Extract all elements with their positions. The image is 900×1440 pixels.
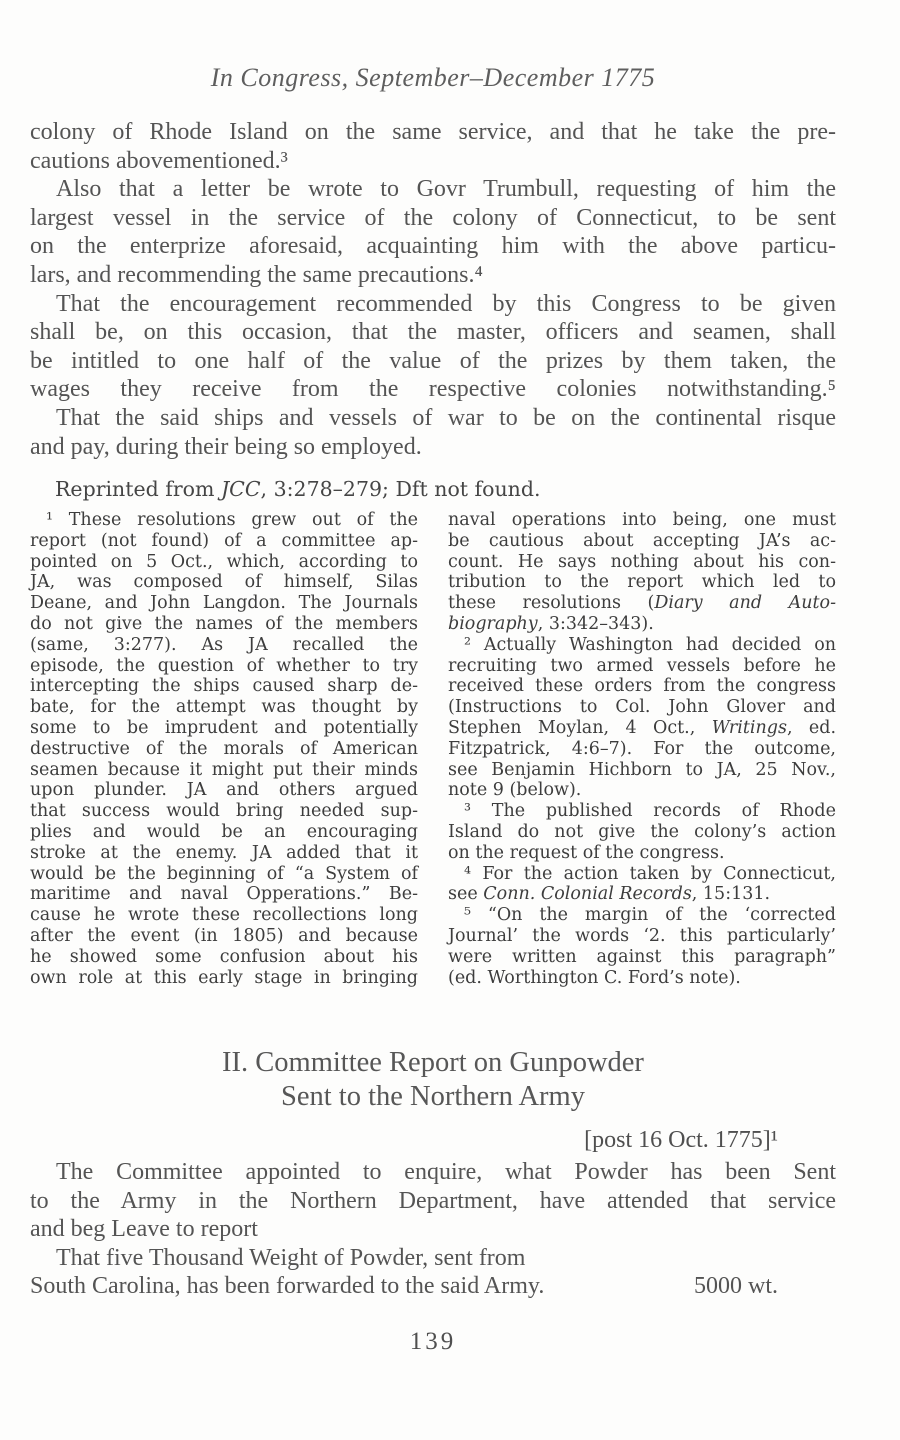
body-line: That the encouragement recommended by this Congress to be given (56, 290, 836, 317)
footnote-line: Deane, and John Langdon. The Journals (30, 593, 418, 614)
footnote-text: , ed. (786, 717, 837, 738)
footnote-line: JA, was composed of himself, Silas (30, 572, 418, 593)
footnote-line: ⁵ “On the margin of the ‘corrected (464, 905, 836, 926)
footnote-line: ² Actually Washington had decided on (464, 634, 836, 655)
footnote-text: see (448, 884, 484, 905)
body-line: That the said ships and vessels of war to be on the continental risque (56, 404, 836, 431)
footnote-line (448, 593, 836, 614)
report-text (30, 1158, 836, 1301)
footnote-line: received these orders from the congress (448, 676, 836, 697)
body-line: shall be, on this occasion, that the master, officers and seamen, shall (30, 319, 836, 346)
footnote-line: report (not found) of a committee ap- (30, 530, 418, 551)
footnotes-left-column (30, 510, 418, 988)
footnote-line: were written against this paragraph” (448, 946, 836, 967)
source-note-text: Reprinted from (55, 477, 221, 501)
footnote-line: stroke at the enemy. JA added that it (30, 842, 418, 863)
section-heading-line: II. Committee Report on Gunpowder (222, 1047, 644, 1078)
body-line: colony of Rhode Island on the same service, and that he take the pre- (30, 119, 836, 145)
report-line: The Committee appointed to enquire, what Powder has been Sent (56, 1159, 836, 1185)
dateline: [post 16 Oct. 1775]¹ (584, 1127, 778, 1153)
report-line: to the Army in the Northern Department, have attended that service (30, 1187, 836, 1214)
body-line: cautions abovementioned.³ (30, 147, 288, 174)
footnote-line: destructive of the morals of American (30, 738, 418, 759)
footnote-line: Journal’ the words ‘2. this particularly’ (448, 925, 836, 946)
footnote-line: seamen because it might put their minds (30, 759, 418, 780)
footnote-line: (ed. Worthington C. Ford’s note). (448, 967, 741, 988)
footnote-line: pointed on 5 Oct., which, according to (30, 551, 418, 572)
footnotes-right-column (448, 510, 836, 988)
footnote-text: , 15:131. (691, 884, 771, 905)
footnote-line: note 9 (below). (448, 780, 582, 801)
footnote-citation: Conn. Colonial Records (483, 884, 692, 905)
report-line (30, 1272, 778, 1301)
footnote-line: Fitzpatrick, 4:6–7). For the outcome, (448, 738, 836, 759)
section-heading (30, 1046, 836, 1114)
footnote-line: that success would bring needed sup- (30, 801, 418, 822)
body-line: largest vessel in the service of the colony of Connecticut, to be sent (30, 204, 836, 231)
running-head: In Congress, September–December 1775 (210, 63, 656, 92)
footnote-line: ³ The published records of Rhode (464, 801, 836, 822)
footnote-line: (Instructions to Col. John Glover and (448, 697, 836, 718)
powder-amount: 5000 wt. (694, 1273, 778, 1300)
body-line: and pay, during their being so employed. (30, 433, 422, 460)
body-line: be intitled to one half of the value of the prizes by them taken, the (30, 347, 836, 374)
footnote-line: ⁴ For the action taken by Connecticut, (464, 863, 836, 884)
footnote-line: bate, for the attempt was thought by (30, 697, 418, 718)
report-line-text: South Carolina, has been forwarded to the said Army. (30, 1273, 545, 1300)
footnote-line: episode, the question of whether to try (30, 655, 418, 676)
footnote-citation: Diary and Auto- (654, 593, 836, 614)
body-line: on the enterprize aforesaid, acquainting him with the above particu- (30, 233, 836, 260)
report-line: That five Thousand Weight of Powder, sent from (56, 1244, 526, 1271)
footnote-line: on the request of the congress. (448, 842, 725, 863)
footnote-line: recruiting two armed vessels before he (448, 655, 836, 676)
footnote-line: ¹ These resolutions grew out of the (46, 510, 418, 530)
footnote-line: Island do not give the colony’s action (448, 821, 836, 842)
source-note (55, 477, 836, 501)
footnote-line: cause he wrote these recollections long (30, 905, 418, 926)
footnote-line: be cautious about accepting JA’s ac- (448, 530, 836, 551)
source-note-citation: JCC (220, 477, 261, 501)
footnote-line: own role at this early stage in bringing (30, 967, 418, 988)
document-text (30, 118, 836, 461)
footnote-line: naval operations into being, one must (448, 510, 836, 530)
footnote-line (448, 884, 836, 905)
body-line: lars, and recommending the same precautions.⁴ (30, 261, 483, 288)
footnote-line: after the event (in 1805) and because (30, 925, 418, 946)
footnote-text: Stephen Moylan, 4 Oct., (448, 717, 712, 738)
footnote-line: he showed some confusion about his (30, 946, 418, 967)
report-line: and beg Leave to report (30, 1216, 258, 1243)
footnote-citation: biography (448, 613, 538, 634)
footnote-line (448, 718, 836, 739)
source-note-text: , 3:278–279; Dft not found. (260, 477, 541, 501)
body-line: wages they receive from the respective colonies notwithstanding.⁵ (30, 376, 836, 403)
footnote-line: would be the beginning of “a System of (30, 863, 418, 884)
footnote-line: intercepting the ships caused sharp de- (30, 676, 418, 697)
footnote-line: (same, 3:277). As JA recalled the (30, 634, 418, 655)
footnote-line: plies and would be an encouraging (30, 821, 418, 842)
footnote-line: see Benjamin Hichborn to JA, 25 Nov., (448, 759, 836, 780)
footnote-line: tribution to the report which led to (448, 572, 836, 593)
body-line: Also that a letter be wrote to Govr Trumbull, requesting of him the (56, 176, 836, 203)
footnote-line (448, 614, 836, 635)
footnote-line: count. He says nothing about his con- (448, 551, 836, 572)
footnote-line: some to be imprudent and potentially (30, 717, 418, 738)
page-number: 139 (409, 1328, 457, 1355)
footnotes (30, 510, 836, 988)
footnote-text: these resolutions ( (448, 593, 655, 614)
footnote-text: , 3:342–343). (537, 613, 654, 634)
footnote-line: do not give the names of the members (30, 613, 418, 634)
footnote-line: upon plunder. JA and others argued (30, 780, 418, 801)
section-heading-line: Sent to the Northern Army (281, 1081, 585, 1112)
footnote-line: maritime and naval Opperations.” Be- (30, 884, 418, 905)
footnote-citation: Writings (711, 717, 787, 738)
